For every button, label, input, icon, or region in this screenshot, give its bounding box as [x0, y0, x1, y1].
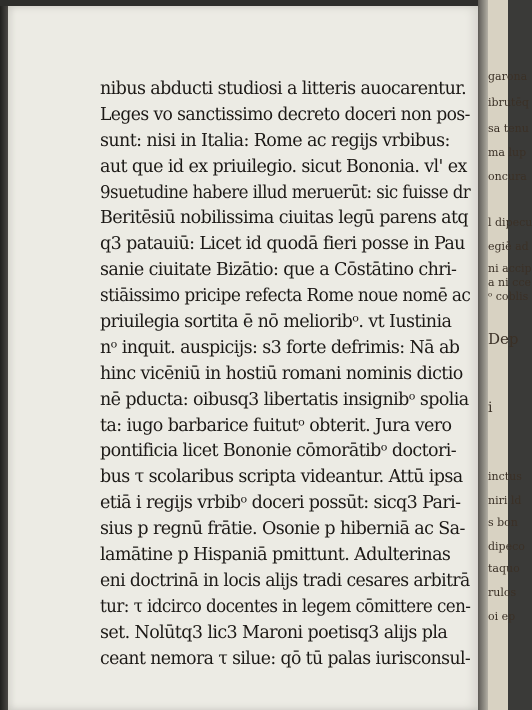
text-line: ceant nemora τ silue: qō tū palas iurisconsul-: [100, 648, 471, 669]
text-line: pontificia licet Bononie cōmorātibᵒ doctori-: [100, 441, 457, 462]
text-line: priuilegia sortita ē nō melioribᵒ. vt Iustinia: [100, 312, 452, 333]
facing-text-fragment: oi ep: [488, 610, 516, 623]
facing-text-fragment: egiē ad: [488, 240, 529, 253]
facing-page-edge: [488, 0, 532, 710]
text-line: 9suetudine habere illud meruerūt: sic fuisse dr: [100, 182, 471, 203]
facing-text-fragment: i: [488, 400, 493, 416]
text-line: nē pducta: oibusq3 libertatis insignibᵒ spolia: [100, 389, 469, 410]
facing-text-fragment: Dep: [488, 330, 519, 348]
text-line: sunt: nisi in Italia: Rome ac regijs vrbibus:: [100, 130, 450, 151]
facing-text-fragment: niri ld: [488, 494, 522, 507]
text-line: ta: iugo barbarice fuitutᵒ obterit. Jura vero: [100, 415, 452, 436]
facing-text-fragment: dipeco: [488, 540, 525, 553]
facing-text-fragment: sa tenu: [488, 122, 529, 135]
facing-text-fragment: ᵒ coblis: [488, 290, 529, 303]
facing-text-fragment: a ni cce: [488, 276, 531, 289]
facing-text-fragment: s bon: [488, 516, 518, 529]
text-line: lamātine p Hispaniā pmittunt. Adulterinas: [100, 545, 451, 566]
facing-text-fragment: l dipecu: [488, 216, 532, 229]
text-line: aut que id ex priuilegio. sicut Bononia. vl' ex: [100, 156, 467, 177]
text-line: etiā i regijs vrbibᵒ doceri possūt: sicq3 Pari-: [100, 493, 461, 514]
text-line: stiāissimo pricipe refecta Rome noue nomē ac: [100, 286, 471, 307]
text-line: bus τ scolaribus scripta videantur. Attū ipsa: [100, 467, 463, 488]
text-line: Beritēsiū nobilissima ciuitas legū parens atq: [100, 208, 469, 229]
text-line: Leges vo sanctissimo decreto doceri non pos-: [100, 104, 470, 125]
facing-text-fragment: rulos: [488, 586, 517, 599]
text-line: q3 patauiū: Licet id quodā fieri posse in Pau: [100, 234, 465, 255]
facing-text-fragment: ni accip: [488, 262, 532, 275]
scan-left-border: [0, 6, 8, 710]
text-line: set. Nolūtq3 lic3 Maroni poetisq3 alijs pla: [100, 622, 448, 643]
text-line: sius p regnū frātie. Osonie p hiberniā ac Sa-: [100, 519, 465, 540]
text-line: nibus abducti studiosi a litteris auocarentur.: [100, 79, 467, 99]
text-line: hinc vicēniū in hostiū romani nominis dictio: [100, 363, 463, 384]
text-line: eni doctrinā in locis alijs tradi cesares arbitrā: [100, 570, 470, 591]
facing-text-fragment: garona: [488, 70, 528, 83]
page-text-block: [100, 77, 470, 672]
facing-text-fragment: oncura: [488, 170, 527, 183]
facing-text-fragment: inctus: [488, 470, 522, 483]
facing-text-fragment: ma lup: [488, 146, 527, 159]
text-line: nᵒ inquit. auspicijs: s3 forte defrimis: Nā ab: [100, 337, 460, 358]
book-page: [8, 6, 480, 710]
text-line: tur: τ idcirco docentes in legem cōmittere cen-: [100, 596, 471, 617]
facing-text-fragment: taquo: [488, 562, 520, 575]
text-line: sanie ciuitate Bizātio: que a Cōstātino chri-: [100, 260, 457, 281]
facing-text-fragment: ibrutēq: [488, 96, 529, 109]
